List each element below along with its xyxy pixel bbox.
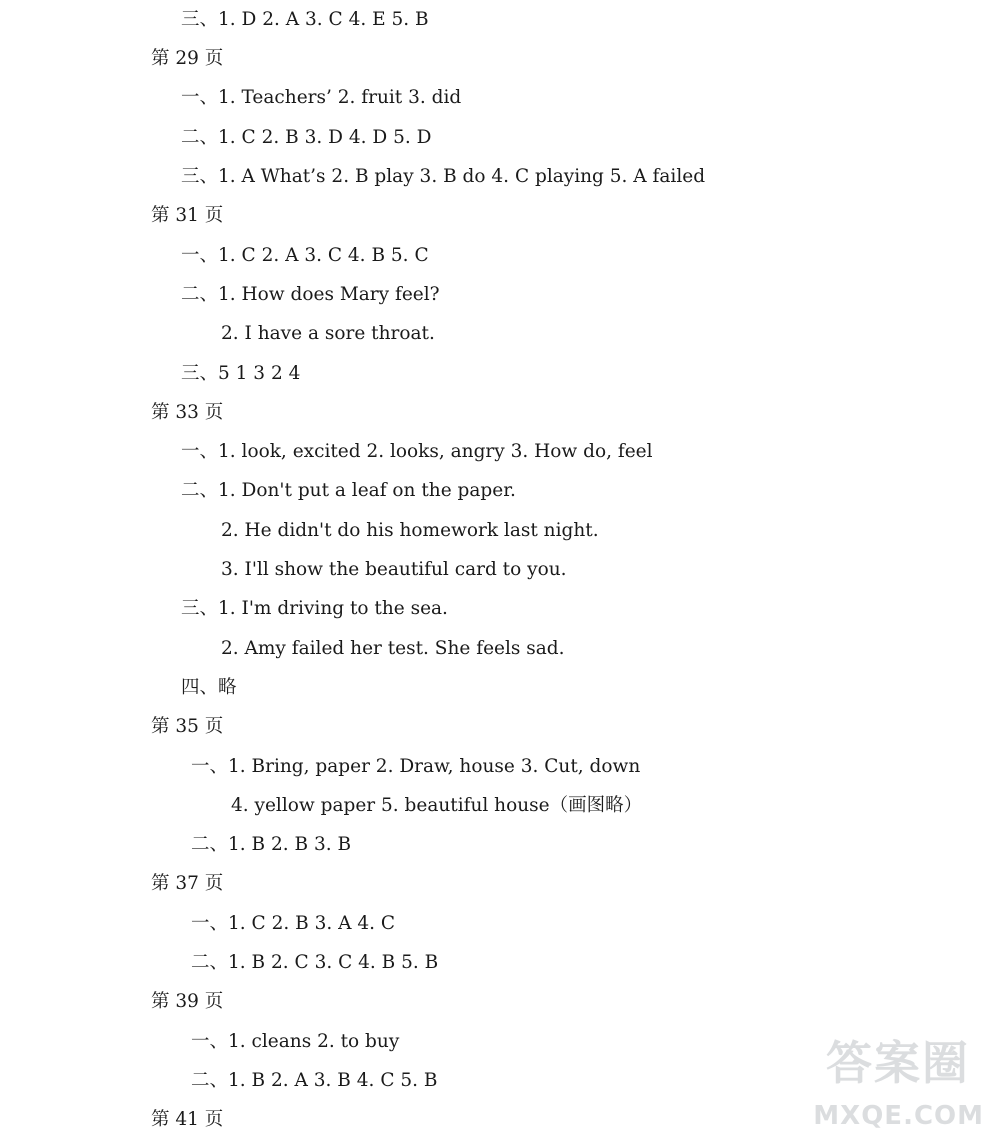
watermark-url: MXQE.COM: [813, 1101, 984, 1131]
page-heading: 第 29 页: [151, 48, 224, 69]
answer-line: 3. I'll show the beautiful card to you.: [221, 559, 567, 580]
page-heading: 第 33 页: [151, 402, 224, 423]
answer-line: 二、1. B 2. B 3. B: [191, 834, 352, 855]
answer-line: 一、1. cleans 2. to buy: [191, 1031, 400, 1052]
answer-line: 二、1. C 2. B 3. D 4. D 5. D: [181, 127, 432, 148]
page-heading: 第 31 页: [151, 205, 224, 226]
answer-line: 三、1. D 2. A 3. C 4. E 5. B: [181, 9, 429, 30]
answer-line: 三、5 1 3 2 4: [181, 363, 301, 384]
answer-line: 二、1. Don't put a leaf on the paper.: [181, 480, 516, 501]
answer-line: 一、1. C 2. A 3. C 4. B 5. C: [181, 245, 429, 266]
page-heading: 第 35 页: [151, 716, 224, 737]
answer-line: 二、1. B 2. A 3. B 4. C 5. B: [191, 1070, 438, 1091]
answer-line: 一、1. Bring, paper 2. Draw, house 3. Cut, down: [191, 756, 641, 777]
answer-line: 三、1. I'm driving to the sea.: [181, 598, 448, 619]
answer-line: 2. He didn't do his homework last night.: [221, 520, 599, 541]
answer-line: 四、略: [181, 677, 237, 698]
page-heading: 第 41 页: [151, 1109, 224, 1130]
answer-line: 4. yellow paper 5. beautiful house（画图略）: [231, 795, 643, 816]
page-heading: 第 37 页: [151, 873, 224, 894]
answer-line: 一、1. look, excited 2. looks, angry 3. How do, feel: [181, 441, 653, 462]
watermark-title: 答案圈: [826, 1036, 970, 1090]
answer-line: 三、1. A What’s 2. B play 3. B do 4. C playing 5. A failed: [181, 166, 706, 187]
answer-line: 2. I have a sore throat.: [221, 323, 435, 344]
answer-line: 2. Amy failed her test. She feels sad.: [221, 638, 565, 659]
page-heading: 第 39 页: [151, 991, 224, 1012]
answer-line: 一、1. Teachers’ 2. fruit 3. did: [181, 87, 462, 108]
answer-line: 一、1. C 2. B 3. A 4. C: [191, 913, 396, 934]
watermark-logo: [800, 1027, 990, 1137]
answer-line: 二、1. B 2. C 3. C 4. B 5. B: [191, 952, 439, 973]
answer-line: 二、1. How does Mary feel?: [181, 284, 440, 305]
